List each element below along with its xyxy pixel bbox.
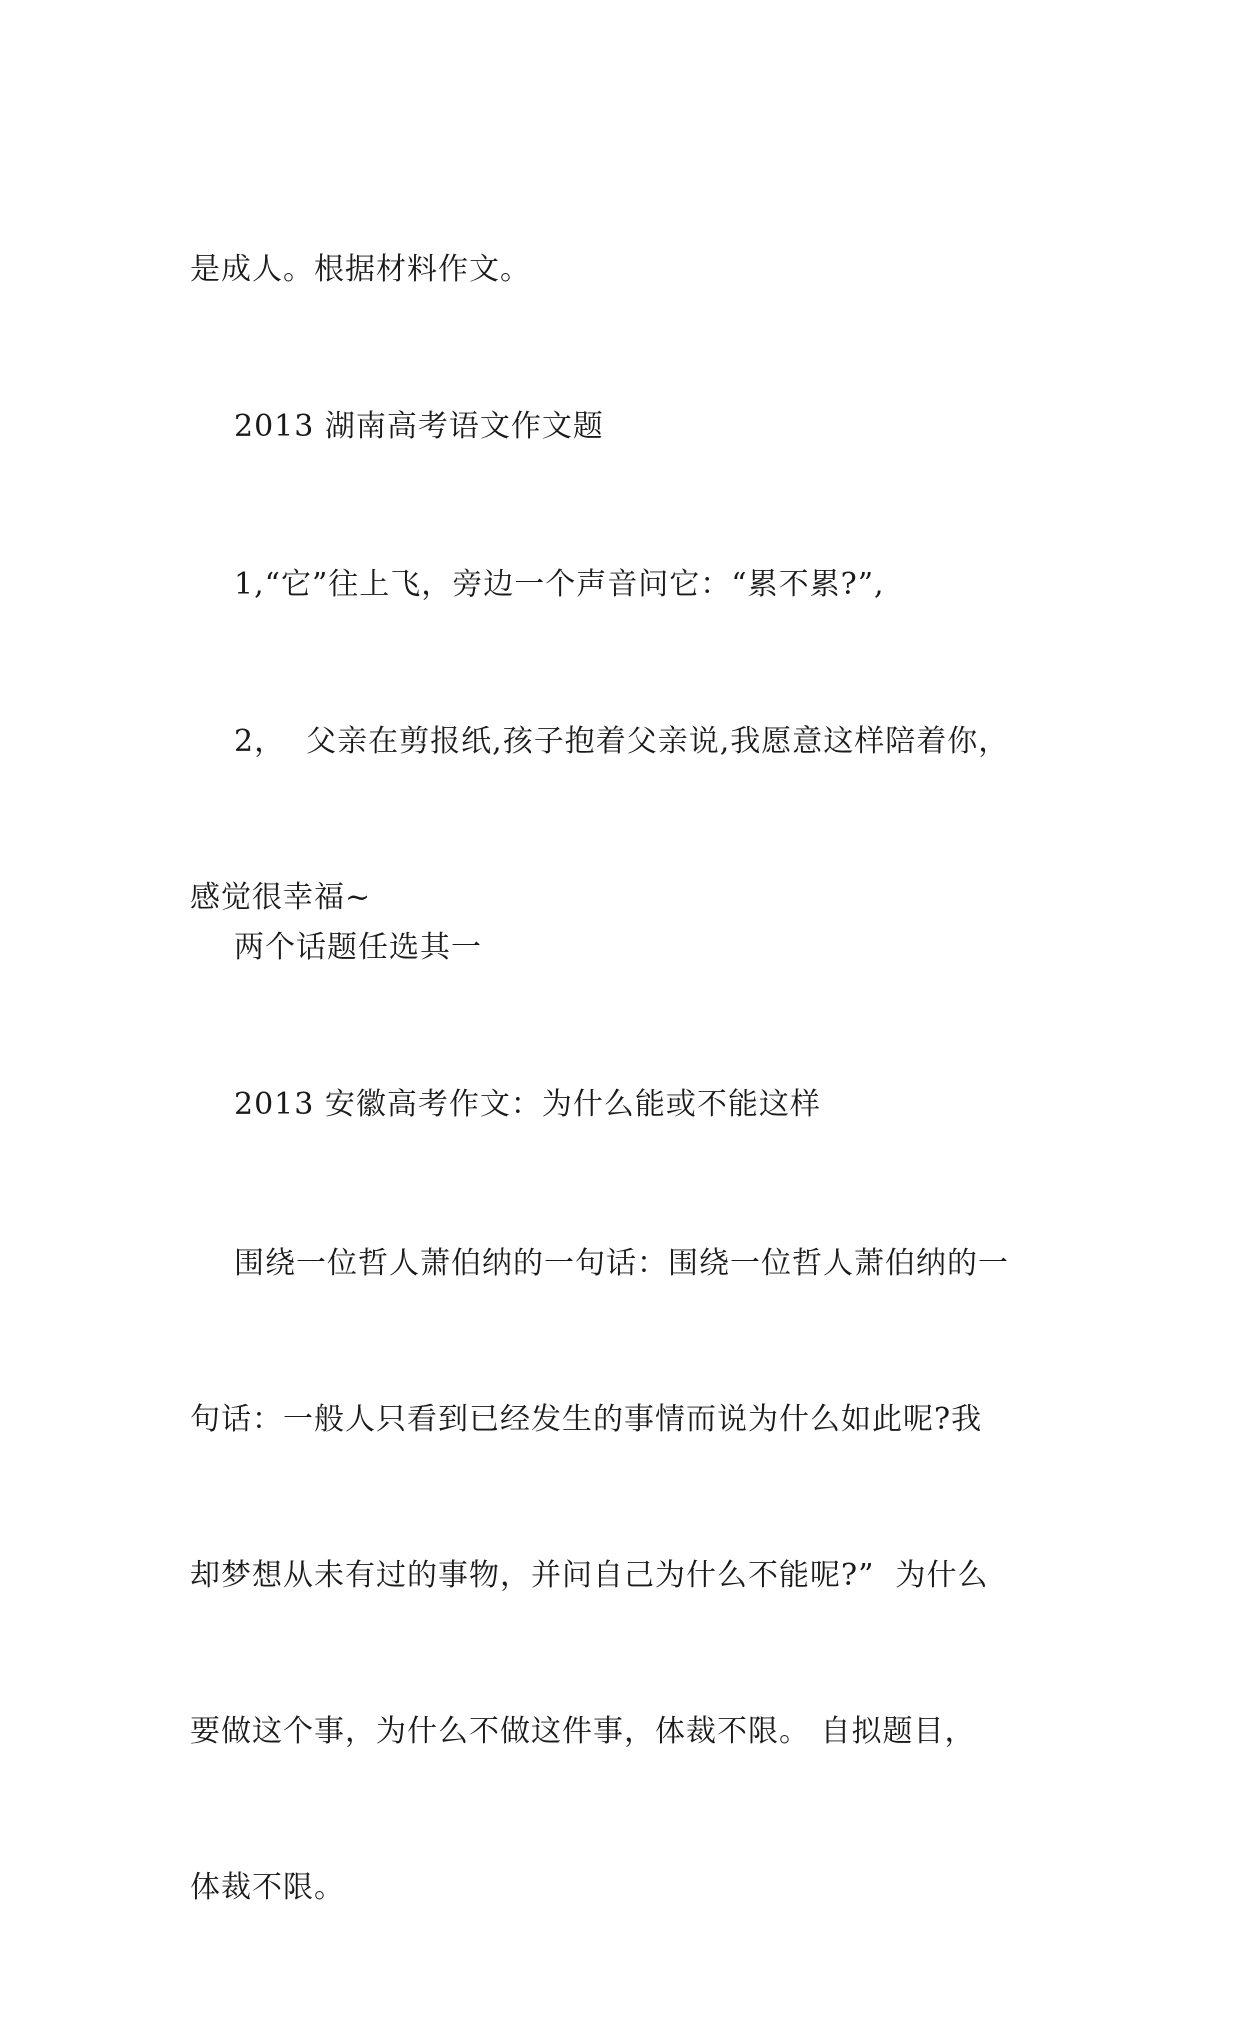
text-line: 体裁不限。 (190, 1870, 345, 1905)
text-line: 两个话题任选其一 (234, 930, 482, 965)
text-line: 2013 安徽高考作文：为什么能或不能这样 (234, 1087, 821, 1122)
paragraph-anhui-body (190, 1134, 1060, 2018)
text-line: 句话：一般人只看到已经发生的事情而说为什么如此呢?我 (190, 1402, 983, 1437)
text-line: 2013 湖南高考语文作文题 (234, 409, 604, 444)
text-line: 却梦想从未有过的事物，并问自己为什么不能呢?” 为什么 (190, 1558, 989, 1593)
text-line: 是成人。根据材料作文。 (190, 252, 531, 287)
text-line: 1,“它”往上飞，旁边一个声音问它：“累不累?”, (234, 567, 885, 602)
text-line: 围绕一位哲人萧伯纳的一句话：围绕一位哲人萧伯纳的一 (234, 1246, 1009, 1281)
text-line: 2， 父亲在剪报纸,孩子抱着父亲说,我愿意这样陪着你， (234, 724, 1010, 759)
text-line: 要做这个事，为什么不做这件事，体裁不限。 自拟题目， (190, 1714, 976, 1749)
text-line: 感觉很幸福~ (190, 880, 372, 915)
